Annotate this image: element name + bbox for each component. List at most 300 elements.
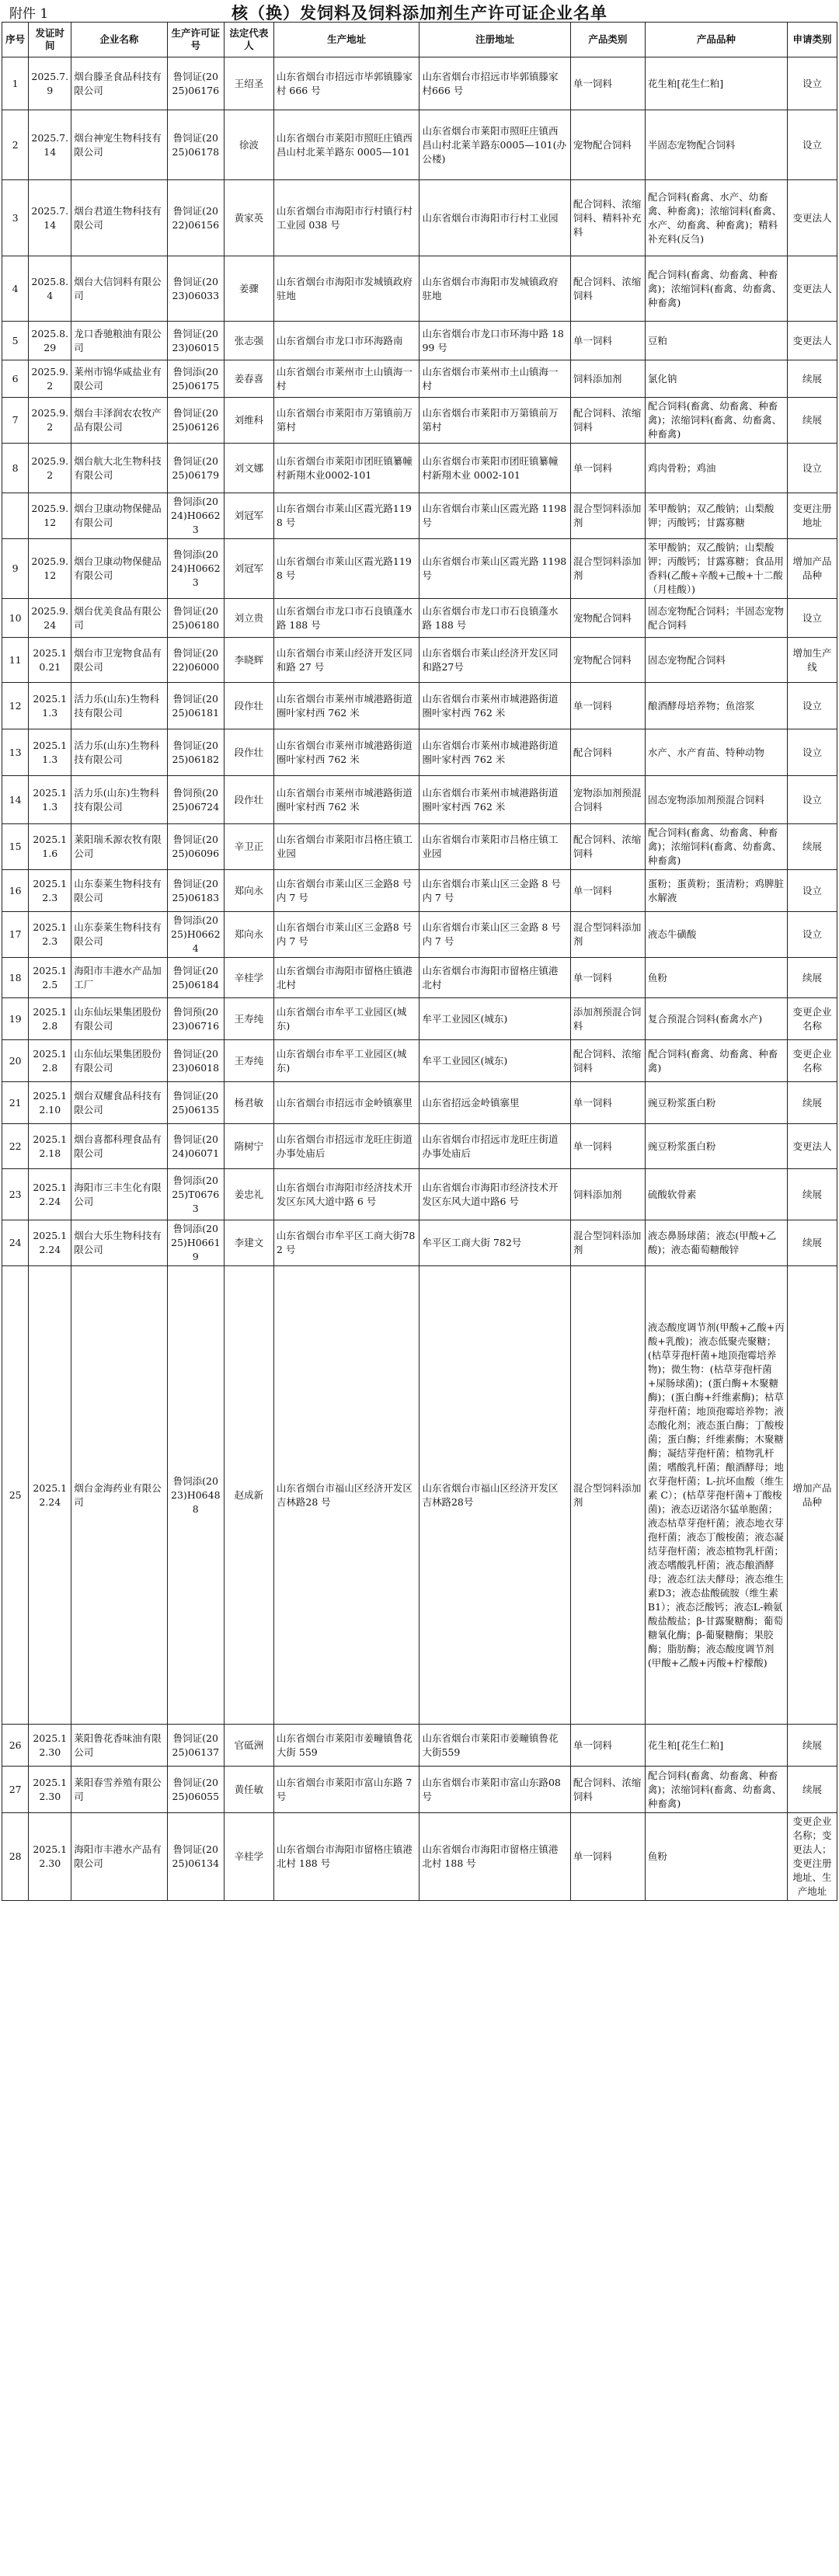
license-number-cell: 鲁饲证(2025)06183 — [167, 870, 224, 912]
product-category-cell: 宠物配合饲料 — [570, 638, 645, 683]
product-category-cell: 混合型饲料添加剂 — [570, 493, 645, 539]
company-name-cell: 活力乐(山东)生物科技有限公司 — [71, 729, 168, 776]
issue-date-cell: 2025.7.14 — [29, 110, 71, 180]
registered-address-cell: 山东省烟台市莱州市城港路街道圈叶家村西 762 米 — [420, 729, 570, 776]
production-address-cell: 山东省烟台市莱山区霞光路1198 号 — [273, 493, 420, 539]
table-row — [2, 599, 837, 638]
company-name-cell: 烟台神宠生物科技有限公司 — [71, 110, 168, 180]
issue-date-cell: 2025.12.24 — [29, 1169, 71, 1220]
column-header: 法定代表人 — [224, 23, 273, 57]
row-number-cell: 10 — [2, 599, 29, 638]
production-address-cell: 山东省烟台市莱山经济开发区同和路 27 号 — [273, 638, 420, 683]
issue-date-cell: 2025.12.3 — [29, 912, 71, 958]
production-address-cell: 山东省烟台市莱州市城港路街道圈叶家村西 762 米 — [273, 776, 420, 824]
company-name-cell: 活力乐(山东)生物科技有限公司 — [71, 776, 168, 824]
registered-address-cell: 山东省烟台市莱州市土山镇海一村 — [420, 360, 570, 398]
production-address-cell: 山东省烟台市海阳市经济技术开发区东风大道中路 6 号 — [273, 1169, 420, 1220]
legal-representative-cell: 辛桂学 — [224, 958, 273, 998]
application-type-cell: 变更企业名称 — [787, 1040, 837, 1082]
table-row — [2, 180, 837, 256]
column-header: 生产地址 — [273, 23, 420, 57]
production-address-cell: 山东省烟台市莱阳市万第镇前万第村 — [273, 398, 420, 444]
production-address-cell: 山东省烟台市龙口市环海路南 — [273, 322, 420, 360]
production-address-cell: 山东省烟台市莱州市土山镇海一村 — [273, 360, 420, 398]
registered-address-cell: 山东省烟台市莱山区三金路 8 号内 7 号 — [420, 870, 570, 912]
license-number-cell: 鲁饲证(2025)06134 — [167, 1813, 224, 1901]
issue-date-cell: 2025.11.3 — [29, 683, 71, 729]
product-variety-cell: 半固态宠物配合饲料 — [645, 110, 787, 180]
company-name-cell: 莱州市锦华咸盐业有限公司 — [71, 360, 168, 398]
company-name-cell: 烟台大乐生物科技有限公司 — [71, 1220, 168, 1266]
license-number-cell: 鲁饲添(2025)H06619 — [167, 1220, 224, 1266]
registered-address-cell: 山东省烟台市莱山区霞光路 1198 号 — [420, 539, 570, 599]
registered-address-cell: 山东省烟台市莱阳市吕格庄镇工业园 — [420, 824, 570, 870]
company-name-cell: 烟台市卫宠物食品有限公司 — [71, 638, 168, 683]
legal-representative-cell: 刘维科 — [224, 398, 273, 444]
table-row — [2, 998, 837, 1040]
legal-representative-cell: 姜忠礼 — [224, 1169, 273, 1220]
table-row — [2, 322, 837, 360]
row-number-cell: 3 — [2, 180, 29, 256]
product-category-cell: 配合饲料、浓缩饲料 — [570, 398, 645, 444]
legal-representative-cell: 辛卫正 — [224, 824, 273, 870]
legal-representative-cell: 刘立贵 — [224, 599, 273, 638]
application-type-cell: 增加产品品种 — [787, 539, 837, 599]
application-type-cell: 续展 — [787, 1725, 837, 1767]
registered-address-cell: 山东省烟台市龙口市石良镇蓬水路 188 号 — [420, 599, 570, 638]
column-header: 产品类别 — [570, 23, 645, 57]
registered-address-cell: 山东省烟台市莱山区霞光路 1198 号 — [420, 493, 570, 539]
product-variety-cell: 固态宠物添加剂预混合饲料 — [645, 776, 787, 824]
company-name-cell: 烟台卫康动物保健品有限公司 — [71, 539, 168, 599]
row-number-cell: 27 — [2, 1767, 29, 1813]
legal-representative-cell: 姜春喜 — [224, 360, 273, 398]
production-address-cell: 山东省烟台市海阳市发城镇政府驻地 — [273, 256, 420, 322]
registered-address-cell: 山东省烟台市海阳市经济技术开发区东风大道中路6 号 — [420, 1169, 570, 1220]
row-number-cell: 6 — [2, 360, 29, 398]
issue-date-cell: 2025.8.29 — [29, 322, 71, 360]
registered-address-cell: 山东省烟台市莱阳市姜疃镇鲁花大街559 — [420, 1725, 570, 1767]
legal-representative-cell: 刘文娜 — [224, 444, 273, 493]
table-row — [2, 1266, 837, 1725]
product-category-cell: 添加剂预混合饲料 — [570, 998, 645, 1040]
row-number-cell: 16 — [2, 870, 29, 912]
legal-representative-cell: 王寿纯 — [224, 998, 273, 1040]
company-name-cell: 海阳市丰港水产品有限公司 — [71, 1813, 168, 1901]
column-header: 产品品种 — [645, 23, 787, 57]
production-address-cell: 山东省烟台市海阳市留格庄镇港北村 — [273, 958, 420, 998]
license-number-cell: 鲁饲添(2024)H06623 — [167, 539, 224, 599]
table-row — [2, 539, 837, 599]
application-type-cell: 续展 — [787, 824, 837, 870]
row-number-cell: 2 — [2, 110, 29, 180]
application-type-cell: 变更法人 — [787, 256, 837, 322]
company-name-cell: 活力乐(山东)生物科技有限公司 — [71, 683, 168, 729]
registered-address-cell: 山东省烟台市莱阳市照旺庄镇西昌山村北莱羊路东0005—101(办公楼) — [420, 110, 570, 180]
production-address-cell: 山东省烟台市莱阳市姜疃镇鲁花大街 559 — [273, 1725, 420, 1767]
issue-date-cell: 2025.12.30 — [29, 1767, 71, 1813]
row-number-cell: 8 — [2, 444, 29, 493]
product-variety-cell: 鱼粉 — [645, 958, 787, 998]
table-row — [2, 824, 837, 870]
company-name-cell: 龙口香驰粮油有限公司 — [71, 322, 168, 360]
table-row — [2, 1124, 837, 1169]
company-name-cell: 山东泰莱生物科技有限公司 — [71, 870, 168, 912]
product-variety-cell: 配合饲料(畜禽、幼畜禽、种畜禽)；浓缩饲料(畜禽、幼畜禽、种畜禽) — [645, 398, 787, 444]
product-category-cell: 单一饲料 — [570, 1813, 645, 1901]
product-category-cell: 单一饲料 — [570, 322, 645, 360]
row-number-cell: 23 — [2, 1169, 29, 1220]
application-type-cell: 设立 — [787, 776, 837, 824]
application-type-cell: 续展 — [787, 360, 837, 398]
page-title: 核（换）发饲料及饲料添加剂生产许可证企业名单 — [232, 3, 607, 23]
legal-representative-cell: 段作壮 — [224, 776, 273, 824]
row-number-cell: 9 — [2, 539, 29, 599]
row-number-cell: 11 — [2, 638, 29, 683]
legal-representative-cell: 郑向永 — [224, 912, 273, 958]
license-number-cell: 鲁饲证(2023)06033 — [167, 256, 224, 322]
license-number-cell: 鲁饲证(2022)06000 — [167, 638, 224, 683]
issue-date-cell: 2025.10.21 — [29, 638, 71, 683]
table-row — [2, 776, 837, 824]
company-name-cell: 烟台优美食品有限公司 — [71, 599, 168, 638]
registered-address-cell: 牟平工业园区(城东) — [420, 998, 570, 1040]
company-name-cell: 莱阳瑞禾源农牧有限公司 — [71, 824, 168, 870]
table-row — [2, 729, 837, 776]
product-category-cell: 单一饲料 — [570, 1725, 645, 1767]
license-number-cell: 鲁饲证(2025)06182 — [167, 729, 224, 776]
company-name-cell: 莱阳春雪养殖有限公司 — [71, 1767, 168, 1813]
application-type-cell: 增加生产线 — [787, 638, 837, 683]
company-name-cell: 烟台丰泽润农农牧产品有限公司 — [71, 398, 168, 444]
column-header: 申请类别 — [787, 23, 837, 57]
row-number-cell: 12 — [2, 683, 29, 729]
product-variety-cell: 配合饲料(畜禽、幼畜禽、种畜禽)；浓缩饲料(畜禽、幼畜禽、种畜禽) — [645, 1767, 787, 1813]
production-address-cell: 山东省烟台市莱阳市团旺镇纂幢村新翔木业0002-101 — [273, 444, 420, 493]
table-row — [2, 1813, 837, 1901]
application-type-cell: 续展 — [787, 1082, 837, 1124]
license-number-cell: 鲁饲预(2023)06716 — [167, 998, 224, 1040]
production-address-cell: 山东省烟台市莱阳市吕格庄镇工业园 — [273, 824, 420, 870]
product-variety-cell: 苯甲酸钠；双乙酸钠；山梨酸钾；丙酸钙；甘露寡糖；食品用香料(乙酸+辛酸+己酸+十二酸（月桂酸）) — [645, 539, 787, 599]
issue-date-cell: 2025.7.14 — [29, 180, 71, 256]
production-address-cell: 山东省烟台市海阳市行村镇行村工业园 038 号 — [273, 180, 420, 256]
issue-date-cell: 2025.8.4 — [29, 256, 71, 322]
registered-address-cell: 山东省烟台市福山区经济开发区吉林路28号 — [420, 1266, 570, 1725]
license-number-cell: 鲁饲添(2025)06175 — [167, 360, 224, 398]
table-row — [2, 958, 837, 998]
column-header: 发证时间 — [29, 23, 71, 57]
product-variety-cell: 苯甲酸钠；双乙酸钠；山梨酸钾；丙酸钙；甘露寡糖 — [645, 493, 787, 539]
license-number-cell: 鲁饲证(2025)06096 — [167, 824, 224, 870]
product-category-cell: 饲料添加剂 — [570, 360, 645, 398]
license-number-cell: 鲁饲添(2024)H06623 — [167, 493, 224, 539]
license-number-cell: 鲁饲证(2025)06178 — [167, 110, 224, 180]
column-header: 序号 — [2, 23, 29, 57]
product-category-cell: 单一饲料 — [570, 958, 645, 998]
production-address-cell: 山东省烟台市龙口市石良镇蓬水路 188 号 — [273, 599, 420, 638]
product-variety-cell: 鱼粉 — [645, 1813, 787, 1901]
row-number-cell: 24 — [2, 1220, 29, 1266]
row-number-cell: 13 — [2, 729, 29, 776]
issue-date-cell: 2025.12.18 — [29, 1124, 71, 1169]
registered-address-cell: 山东省烟台市海阳市行村工业园 — [420, 180, 570, 256]
registered-address-cell: 山东省烟台市莱阳市团旺镇纂幢村新翔木业 0002-101 — [420, 444, 570, 493]
issue-date-cell: 2025.12.10 — [29, 1082, 71, 1124]
legal-representative-cell: 王寿纯 — [224, 1040, 273, 1082]
application-type-cell: 变更企业名称；变更法人；变更注册地址、生产地址 — [787, 1813, 837, 1901]
row-number-cell: 25 — [2, 1266, 29, 1725]
license-number-cell: 鲁饲证(2023)06018 — [167, 1040, 224, 1082]
page-header — [0, 0, 839, 23]
product-variety-cell: 花生粕[花生仁粕] — [645, 1725, 787, 1767]
issue-date-cell: 2025.11.3 — [29, 776, 71, 824]
registered-address-cell: 山东省烟台市莱山经济开发区同和路27号 — [420, 638, 570, 683]
table-row — [2, 638, 837, 683]
production-address-cell: 山东省烟台市莱阳市富山东路 7号 — [273, 1767, 420, 1813]
product-variety-cell: 豌豆粉浆蛋白粉 — [645, 1082, 787, 1124]
company-name-cell: 烟台喜都科理食品有限公司 — [71, 1124, 168, 1169]
product-category-cell: 配合饲料、浓缩饲料 — [570, 256, 645, 322]
row-number-cell: 14 — [2, 776, 29, 824]
registered-address-cell: 山东省烟台市招远市毕郭镇滕家村666 号 — [420, 57, 570, 110]
legal-representative-cell: 隋树宁 — [224, 1124, 273, 1169]
production-address-cell: 山东省烟台市招远市毕郭镇滕家村 666 号 — [273, 57, 420, 110]
legal-representative-cell: 杨君敏 — [224, 1082, 273, 1124]
company-name-cell: 烟台君道生物科技有限公司 — [71, 180, 168, 256]
product-variety-cell: 复合预混合饲料(畜禽水产) — [645, 998, 787, 1040]
issue-date-cell: 2025.12.24 — [29, 1220, 71, 1266]
registered-address-cell: 山东省烟台市海阳市留格庄镇港北村 — [420, 958, 570, 998]
row-number-cell: 26 — [2, 1725, 29, 1767]
table-header-row — [2, 23, 837, 57]
production-address-cell: 山东省烟台市莱阳市照旺庄镇西昌山村北莱羊路东 0005—101 — [273, 110, 420, 180]
row-number-cell: 7 — [2, 398, 29, 444]
product-variety-cell: 液态鼻肠球菌；液态(甲酸+乙酸)；液态葡萄糖酸锌 — [645, 1220, 787, 1266]
table-row — [2, 1040, 837, 1082]
product-category-cell: 混合型饲料添加剂 — [570, 1266, 645, 1725]
product-category-cell: 单一饲料 — [570, 683, 645, 729]
license-table — [2, 22, 837, 1901]
production-address-cell: 山东省烟台市莱州市城港路街道圈叶家村西 762 米 — [273, 729, 420, 776]
license-number-cell: 鲁饲证(2025)06055 — [167, 1767, 224, 1813]
product-variety-cell: 酿酒酵母培养物；鱼溶浆 — [645, 683, 787, 729]
issue-date-cell: 2025.11.6 — [29, 824, 71, 870]
company-name-cell: 海阳市三丰生化有限公司 — [71, 1169, 168, 1220]
product-category-cell: 单一饲料 — [570, 444, 645, 493]
product-category-cell: 单一饲料 — [570, 1124, 645, 1169]
row-number-cell — [2, 493, 29, 539]
column-header: 注册地址 — [420, 23, 570, 57]
table-row — [2, 57, 837, 110]
product-category-cell: 单一饲料 — [570, 870, 645, 912]
legal-representative-cell: 姜骤 — [224, 256, 273, 322]
license-number-cell: 鲁饲证(2025)06137 — [167, 1725, 224, 1767]
license-number-cell: 鲁饲证(2025)06179 — [167, 444, 224, 493]
legal-representative-cell: 李建文 — [224, 1220, 273, 1266]
issue-date-cell: 2025.7.9 — [29, 57, 71, 110]
production-address-cell: 山东省烟台市莱州市城港路街道圈叶家村西 762 米 — [273, 683, 420, 729]
application-type-cell: 设立 — [787, 110, 837, 180]
product-variety-cell: 液态酸度调节剂(甲酸+乙酸+丙酸+乳酸)；液态低聚壳聚糖；(枯草芽孢杆菌+地顶孢霉培养物)；微生物：(枯草芽孢杆菌+屎肠球菌)；(蛋白酶+木聚糖酶)；(蛋白酶+纤维素酶)；枯草芽孢杆菌；地顶孢霉培养物；液态酸化剂；液态蛋白酶；丁酸梭菌；蛋白酶；纤维素酶；木聚糖酶；凝结芽孢杆菌；植物乳杆菌；嗜酸乳杆菌；酿酒酵母；地衣芽孢杆菌；L-抗坏血酸（维生素 C）；(枯草芽孢杆菌+丁酸梭菌)；液态迈诺洛尔猛单胞菌；液态枯草芽孢杆菌；液态地衣芽孢杆菌；液态丁酸梭菌；液态凝结芽孢杆菌；液态植物乳杆菌；液态嗜酸乳杆菌；液态酿酒酵母；液态红法夫酵母；液态维生素D3；液态盐酸硫胺（维生素B1）；液态泛酸钙；液态L-赖氨酸盐酸盐；β-甘露聚糖酶；葡萄糖氧化酶；β-葡聚糖酶；果胶酶；脂肪酶；液态酸度调节剂(甲酸+乙酸+丙酸+柠檬酸) — [645, 1266, 787, 1725]
table-row — [2, 1220, 837, 1266]
legal-representative-cell: 刘冠军 — [224, 539, 273, 599]
license-number-cell: 鲁饲证(2025)06135 — [167, 1082, 224, 1124]
issue-date-cell: 2025.9.12 — [29, 493, 71, 539]
application-type-cell: 增加产品品种 — [787, 1266, 837, 1725]
product-category-cell: 配合饲料、浓缩饲料、精料补充料 — [570, 180, 645, 256]
company-name-cell: 烟台双耀食品科技有限公司 — [71, 1082, 168, 1124]
registered-address-cell: 山东省烟台市莱州市城港路街道圈叶家村西 762 米 — [420, 683, 570, 729]
row-number-cell: 15 — [2, 824, 29, 870]
application-type-cell: 变更注册地址 — [787, 493, 837, 539]
product-category-cell: 宠物配合饲料 — [570, 110, 645, 180]
application-type-cell: 续展 — [787, 398, 837, 444]
product-category-cell: 配合饲料、浓缩饲料 — [570, 824, 645, 870]
company-name-cell: 山东仙坛果集团股份有限公司 — [71, 998, 168, 1040]
application-type-cell: 设立 — [787, 729, 837, 776]
product-category-cell: 混合型饲料添加剂 — [570, 539, 645, 599]
issue-date-cell: 2025.12.8 — [29, 998, 71, 1040]
product-category-cell: 配合饲料、浓缩饲料 — [570, 1040, 645, 1082]
registered-address-cell: 山东省烟台市招远市龙旺庄街道办事处庙后 — [420, 1124, 570, 1169]
registered-address-cell: 牟平工业园区(城东) — [420, 1040, 570, 1082]
table-row — [2, 444, 837, 493]
license-number-cell: 鲁饲证(2025)06181 — [167, 683, 224, 729]
issue-date-cell: 2025.9.2 — [29, 360, 71, 398]
row-number-cell: 21 — [2, 1082, 29, 1124]
table-row — [2, 1082, 837, 1124]
license-number-cell: 鲁饲证(2025)06126 — [167, 398, 224, 444]
product-category-cell: 宠物添加剂预混合饲料 — [570, 776, 645, 824]
product-category-cell: 宠物配合饲料 — [570, 599, 645, 638]
table-row — [2, 870, 837, 912]
application-type-cell: 设立 — [787, 912, 837, 958]
issue-date-cell: 2025.9.12 — [29, 539, 71, 599]
table-row — [2, 1725, 837, 1767]
license-number-cell: 鲁饲证(2025)06180 — [167, 599, 224, 638]
registered-address-cell: 山东省烟台市海阳市留格庄镇港北村 188 号 — [420, 1813, 570, 1901]
company-name-cell: 烟台金海药业有限公司 — [71, 1266, 168, 1725]
application-type-cell: 续展 — [787, 1169, 837, 1220]
product-variety-cell: 配合饲料(畜禽、幼畜禽、种畜禽)；浓缩饲料(畜禽、幼畜禽、种畜禽) — [645, 824, 787, 870]
registered-address-cell: 山东省烟台市莱山区三金路 8 号内 7 号 — [420, 912, 570, 958]
company-name-cell: 山东泰莱生物科技有限公司 — [71, 912, 168, 958]
application-type-cell: 设立 — [787, 599, 837, 638]
production-address-cell: 山东省烟台市海阳市留格庄镇港北村 188 号 — [273, 1813, 420, 1901]
table-row — [2, 398, 837, 444]
application-type-cell: 续展 — [787, 958, 837, 998]
company-name-cell: 山东仙坛果集团股份有限公司 — [71, 1040, 168, 1082]
license-number-cell: 鲁饲添(2025)T06763 — [167, 1169, 224, 1220]
column-header: 生产许可证号 — [167, 23, 224, 57]
production-address-cell: 山东省烟台市牟平工业园区(城东) — [273, 998, 420, 1040]
legal-representative-cell: 刘冠军 — [224, 493, 273, 539]
production-address-cell: 山东省烟台市招远市金岭镇寨里 — [273, 1082, 420, 1124]
legal-representative-cell: 李晓辉 — [224, 638, 273, 683]
registered-address-cell: 山东省招远金岭镇寨里 — [420, 1082, 570, 1124]
legal-representative-cell: 王绍圣 — [224, 57, 273, 110]
application-type-cell: 续展 — [787, 1220, 837, 1266]
legal-representative-cell: 段作壮 — [224, 683, 273, 729]
issue-date-cell: 2025.12.5 — [29, 958, 71, 998]
legal-representative-cell: 黄任敏 — [224, 1767, 273, 1813]
product-category-cell: 单一饲料 — [570, 57, 645, 110]
license-number-cell: 鲁饲证(2024)06071 — [167, 1124, 224, 1169]
license-number-cell: 鲁饲证(2023)06015 — [167, 322, 224, 360]
product-category-cell: 配合饲料、浓缩饲料 — [570, 1767, 645, 1813]
table-body — [2, 57, 837, 1901]
registered-address-cell: 牟平区工商大街 782号 — [420, 1220, 570, 1266]
license-number-cell: 鲁饲预(2025)06724 — [167, 776, 224, 824]
legal-representative-cell: 徐波 — [224, 110, 273, 180]
production-address-cell: 山东省烟台市福山区经济开发区吉林路28 号 — [273, 1266, 420, 1725]
product-variety-cell: 配合饲料(畜禽、幼畜禽、种畜禽)；浓缩饲料(畜禽、幼畜禽、种畜禽) — [645, 256, 787, 322]
product-variety-cell: 鸡肉骨粉；鸡油 — [645, 444, 787, 493]
issue-date-cell: 2025.9.2 — [29, 398, 71, 444]
row-number-cell: 4 — [2, 256, 29, 322]
product-variety-cell: 蛋粉；蛋黄粉；蛋清粉；鸡脾脏水解液 — [645, 870, 787, 912]
license-number-cell: 鲁饲添(2023)H06488 — [167, 1266, 224, 1725]
table-row — [2, 256, 837, 322]
table-row — [2, 912, 837, 958]
row-number-cell: 17 — [2, 912, 29, 958]
product-variety-cell: 豆粕 — [645, 322, 787, 360]
production-address-cell: 山东省烟台市招远市龙旺庄街道办事处庙后 — [273, 1124, 420, 1169]
table-row — [2, 110, 837, 180]
registered-address-cell: 山东省烟台市龙口市环海中路 1899 号 — [420, 322, 570, 360]
registered-address-cell: 山东省烟台市莱阳市万第镇前万第村 — [420, 398, 570, 444]
application-type-cell: 变更企业名称 — [787, 998, 837, 1040]
issue-date-cell: 2025.12.24 — [29, 1266, 71, 1725]
product-variety-cell: 固态宠物配合饲料 — [645, 638, 787, 683]
legal-representative-cell: 段作壮 — [224, 729, 273, 776]
legal-representative-cell: 官砥洲 — [224, 1725, 273, 1767]
issue-date-cell: 2025.11.3 — [29, 729, 71, 776]
product-variety-cell: 水产、水产育苗、特种动物 — [645, 729, 787, 776]
legal-representative-cell: 张志强 — [224, 322, 273, 360]
issue-date-cell: 2025.9.24 — [29, 599, 71, 638]
table-row — [2, 360, 837, 398]
legal-representative-cell: 辛桂学 — [224, 1813, 273, 1901]
production-address-cell: 山东省烟台市牟平工业园区(城东) — [273, 1040, 420, 1082]
table-row — [2, 683, 837, 729]
application-type-cell: 设立 — [787, 444, 837, 493]
product-category-cell: 混合型饲料添加剂 — [570, 912, 645, 958]
row-number-cell: 5 — [2, 322, 29, 360]
company-name-cell: 烟台大信饲料有限公司 — [71, 256, 168, 322]
product-variety-cell: 氯化钠 — [645, 360, 787, 398]
legal-representative-cell: 郑向永 — [224, 870, 273, 912]
company-name-cell: 烟台航大北生物科技有限公司 — [71, 444, 168, 493]
application-type-cell: 设立 — [787, 57, 837, 110]
application-type-cell: 变更法人 — [787, 180, 837, 256]
license-number-cell: 鲁饲证(2025)06176 — [167, 57, 224, 110]
table-row — [2, 493, 837, 539]
application-type-cell: 设立 — [787, 683, 837, 729]
row-number-cell: 28 — [2, 1813, 29, 1901]
product-category-cell: 单一饲料 — [570, 1082, 645, 1124]
legal-representative-cell: 赵成新 — [224, 1266, 273, 1725]
license-number-cell: 鲁饲证(2022)06156 — [167, 180, 224, 256]
issue-date-cell: 2025.12.30 — [29, 1725, 71, 1767]
product-variety-cell: 豌豆粉浆蛋白粉 — [645, 1124, 787, 1169]
product-variety-cell: 液态牛磺酸 — [645, 912, 787, 958]
production-address-cell: 山东省烟台市莱山区三金路8 号内 7 号 — [273, 912, 420, 958]
product-category-cell: 混合型饲料添加剂 — [570, 1220, 645, 1266]
column-header: 企业名称 — [71, 23, 168, 57]
registered-address-cell: 山东省烟台市莱阳市富山东路08 号 — [420, 1767, 570, 1813]
